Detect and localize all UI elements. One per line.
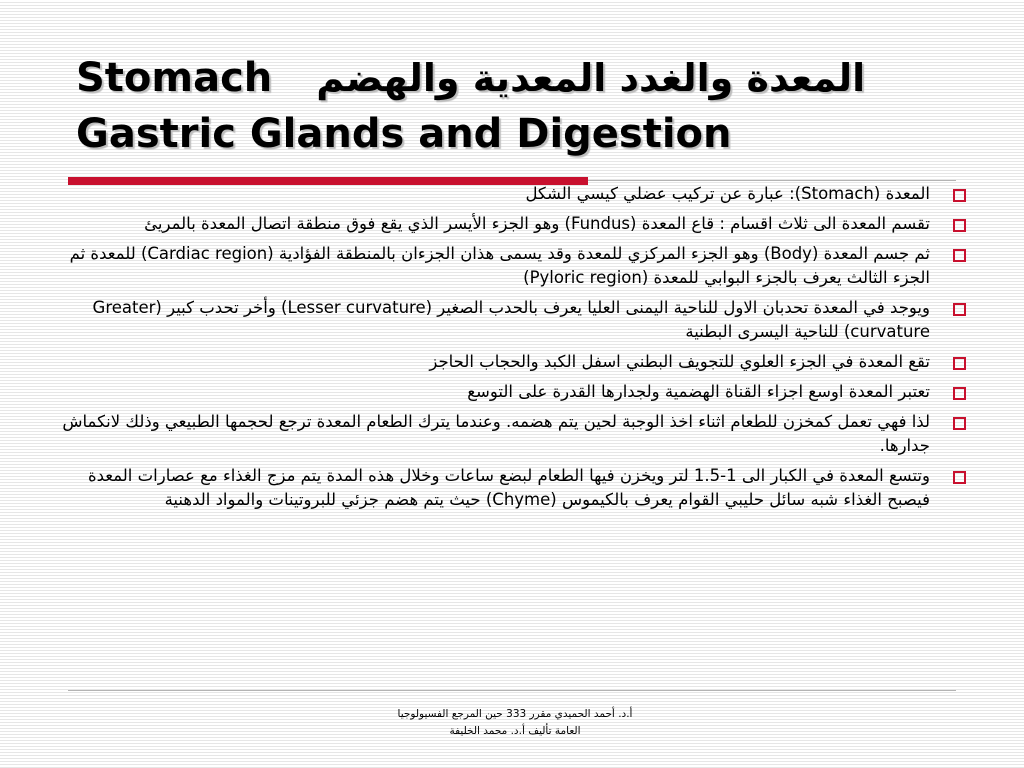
- bullet-item: [44, 350, 984, 374]
- bullet-item: [44, 296, 984, 344]
- square-bullet-icon: [953, 249, 966, 262]
- bullet-text: المعدة (Stomach): عبارة عن تركيب عضلي كيسي الشكل: [525, 184, 930, 203]
- square-bullet-icon: [953, 219, 966, 232]
- title-underline-rule: [588, 180, 956, 181]
- bullet-text: لذا فهي تعمل كمخزن للطعام اثناء اخذ الوجبة لحين يتم هضمه. وعندما يترك الطعام المعدة ترجع لحجمها الطبيعي وذلك لانكماش جدارها.: [62, 412, 930, 455]
- footer-rule: [68, 690, 956, 691]
- bullet-text: تقسم المعدة الى ثلاث اقسام : قاع المعدة (Fundus) وهو الجزء الأيسر الذي يقع فوق منطقة اتصال المعدة بالمريئ: [144, 214, 930, 233]
- title-arabic: المعدة والغدد المعدية والهضم: [316, 56, 866, 100]
- bullet-item: [44, 410, 984, 458]
- bullet-text: تعتبر المعدة اوسع اجزاء القناة الهضمية ولجدارها القدرة على التوسع: [467, 382, 930, 401]
- footer-citation: [300, 706, 730, 740]
- slide-title: [76, 50, 976, 162]
- title-english-stomach: Stomach: [76, 55, 273, 101]
- bullet-text: ثم جسم المعدة (Body) وهو الجزء المركزي للمعدة وقد يسمى هذان الجزءان بالمنطقة الفؤادية (Cardiac region) للمعدة ثم الجزء الثالث يعرف بالجزء البوابي للمعدة (Pyloric region): [69, 244, 930, 287]
- bullet-item: [44, 212, 984, 236]
- footer-line-2: العامة تأليف أ.د. محمد الخليفة: [449, 725, 581, 737]
- footer-line-1: أ.د. أحمد الحميدي مقرر 333 حين المرجع الفسيولوجيا: [397, 708, 633, 720]
- square-bullet-icon: [953, 471, 966, 484]
- bullet-text: تقع المعدة في الجزء العلوي للتجويف البطني اسفل الكبد والحجاب الحاجز: [429, 352, 930, 371]
- title-line-2: Gastric Glands and Digestion: [76, 111, 732, 157]
- bullet-item: [44, 242, 984, 290]
- bullet-text: وتتسع المعدة في الكبار الى 1-1.5 لتر ويخزن فيها الطعام لبضع ساعات وخلال هذه المدة يتم مزج الغذاء مع عصارات المعدة فيصبح الغذاء شبه سائل حليبي القوام يعرف بالكيموس (Chyme) حيث يتم هضم جزئي للبروتينات والمواد الدهنية: [87, 466, 930, 509]
- square-bullet-icon: [953, 417, 966, 430]
- bullet-item: [44, 380, 984, 404]
- square-bullet-icon: [953, 357, 966, 370]
- square-bullet-icon: [953, 189, 966, 202]
- bullet-text: ويوجد في المعدة تحدبان الاول للناحية اليمنى العليا يعرف بالحدب الصغير (Lesser curvature) وأخر تحدب كبير (Greater curvature) للناحية اليسرى البطنية: [92, 298, 930, 341]
- bullet-list: [44, 182, 984, 518]
- square-bullet-icon: [953, 303, 966, 316]
- title-line-1: [76, 50, 976, 106]
- bullet-item: [44, 464, 984, 512]
- square-bullet-icon: [953, 387, 966, 400]
- bullet-item: [44, 182, 984, 206]
